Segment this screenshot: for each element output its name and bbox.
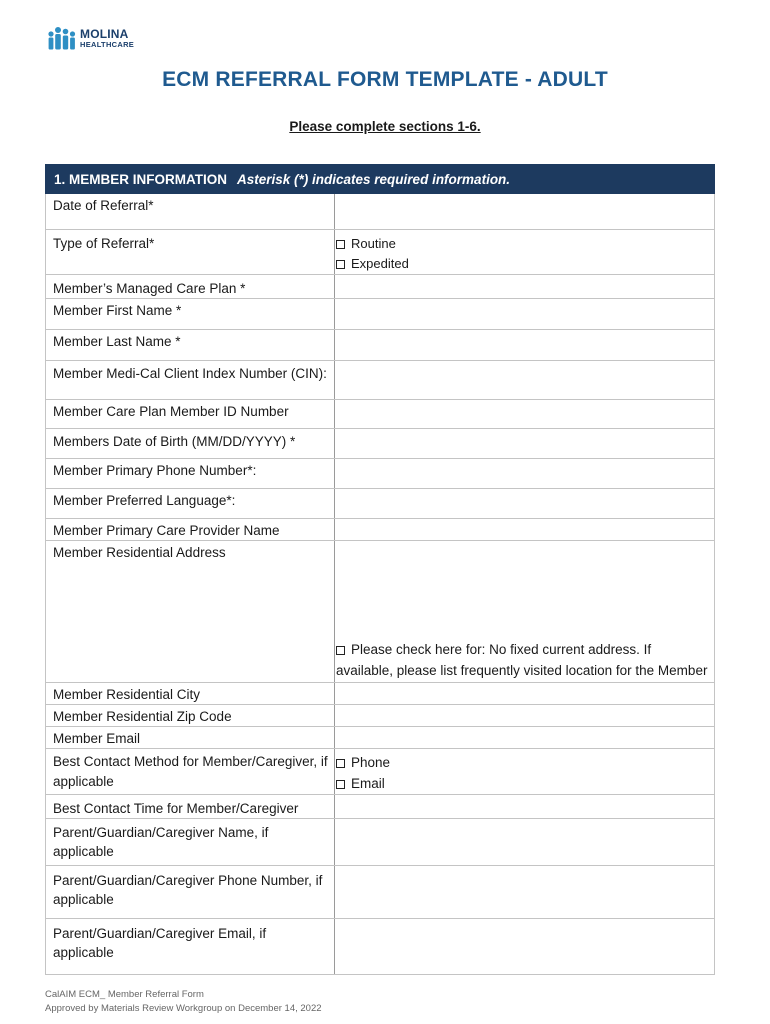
- table-row: [46, 459, 715, 489]
- field-label: Member Medi-Cal Client Index Number (CIN):: [46, 361, 335, 400]
- field-label: Member First Name *: [46, 299, 335, 330]
- field-label: Member Residential City: [46, 683, 335, 705]
- cin-field[interactable]: [335, 361, 715, 400]
- residential-city-field[interactable]: [335, 683, 715, 705]
- field-label: Member Email: [46, 727, 335, 749]
- contact-method-options: [335, 749, 715, 795]
- managed-care-plan-field[interactable]: [335, 275, 715, 299]
- last-name-field[interactable]: [335, 330, 715, 361]
- checkbox-icon[interactable]: [336, 759, 345, 768]
- required-note: Asterisk (*) indicates required information.: [237, 171, 511, 187]
- table-row: [46, 400, 715, 429]
- checkbox-icon[interactable]: [336, 260, 345, 269]
- section-heading: 1. MEMBER INFORMATION: [54, 171, 227, 187]
- table-row: [46, 919, 715, 975]
- phone-option[interactable]: Phone: [336, 752, 708, 773]
- field-label: Members Date of Birth (MM/DD/YYYY) *: [46, 429, 335, 459]
- residential-address-field[interactable]: [335, 541, 715, 683]
- guardian-phone-field[interactable]: [335, 866, 715, 919]
- table-row: [46, 795, 715, 819]
- field-label: Member Residential Zip Code: [46, 705, 335, 727]
- guardian-email-field[interactable]: [335, 919, 715, 975]
- field-label: Parent/Guardian/Caregiver Phone Number, if applicable: [46, 866, 335, 919]
- table-row: [46, 819, 715, 866]
- checkbox-icon[interactable]: [336, 780, 345, 789]
- table-row: [46, 330, 715, 361]
- care-plan-id-field[interactable]: [335, 400, 715, 429]
- table-row: [46, 541, 715, 683]
- referral-type-options: [335, 230, 715, 275]
- field-label: Member Primary Phone Number*:: [46, 459, 335, 489]
- table-row: [46, 275, 715, 299]
- checkbox-icon[interactable]: [336, 240, 345, 249]
- field-label: Date of Referral*: [46, 194, 335, 230]
- instructions: Please complete sections 1-6.: [289, 119, 481, 134]
- field-label: Best Contact Method for Member/Caregiver, if applicable: [46, 749, 335, 795]
- table-row: [46, 705, 715, 727]
- dob-field[interactable]: [335, 429, 715, 459]
- logo-subtext: HEALTHCARE: [80, 40, 135, 49]
- routine-option[interactable]: Routine: [336, 234, 708, 254]
- table-row: [46, 489, 715, 519]
- logo-name: MOLINA: [80, 27, 129, 41]
- section-header: [46, 165, 715, 194]
- molina-people-logo-icon: [46, 24, 80, 54]
- field-label: Parent/Guardian/Caregiver Email, if applicable: [46, 919, 335, 975]
- section-header-row: [46, 165, 715, 194]
- language-field[interactable]: [335, 489, 715, 519]
- email-field[interactable]: [335, 727, 715, 749]
- footer-line: Approved by Materials Review Workgroup on December 14, 2022: [45, 1003, 322, 1014]
- table-row: [46, 361, 715, 400]
- field-label: Member’s Managed Care Plan *: [46, 275, 335, 299]
- field-label: Best Contact Time for Member/Caregiver: [46, 795, 335, 819]
- field-label: Parent/Guardian/Caregiver Name, if applicable: [46, 819, 335, 866]
- residential-zip-field[interactable]: [335, 705, 715, 727]
- field-label: Type of Referral*: [46, 230, 335, 275]
- email-option[interactable]: Email: [336, 773, 708, 794]
- table-row: [46, 866, 715, 919]
- table-row: [46, 429, 715, 459]
- page-title: ECM REFERRAL FORM TEMPLATE - ADULT: [162, 68, 608, 91]
- field-label: Member Primary Care Provider Name: [46, 519, 335, 541]
- best-contact-time-field[interactable]: [335, 795, 715, 819]
- field-label: Member Care Plan Member ID Number: [46, 400, 335, 429]
- checkbox-icon[interactable]: [336, 646, 345, 655]
- guardian-name-field[interactable]: [335, 819, 715, 866]
- page-footer: [45, 988, 322, 1016]
- table-row: [46, 519, 715, 541]
- molina-logo: [46, 24, 146, 58]
- date-of-referral-field[interactable]: [335, 194, 715, 230]
- field-label: Member Residential Address: [46, 541, 335, 683]
- table-row: [46, 230, 715, 275]
- phone-field[interactable]: [335, 459, 715, 489]
- pcp-name-field[interactable]: [335, 519, 715, 541]
- member-information-table: [45, 164, 715, 975]
- first-name-field[interactable]: [335, 299, 715, 330]
- field-label: Member Preferred Language*:: [46, 489, 335, 519]
- table-row: [46, 299, 715, 330]
- table-row: [46, 727, 715, 749]
- footer-line: CalAIM ECM_ Member Referral Form: [45, 989, 204, 1000]
- table-row: [46, 749, 715, 795]
- field-label: Member Last Name *: [46, 330, 335, 361]
- expedited-option[interactable]: Expedited: [336, 254, 708, 274]
- table-row: [46, 194, 715, 230]
- no-fixed-address-option[interactable]: Please check here for: No fixed current address. If available, please list frequently visited location for the Member: [336, 642, 708, 678]
- table-row: [46, 683, 715, 705]
